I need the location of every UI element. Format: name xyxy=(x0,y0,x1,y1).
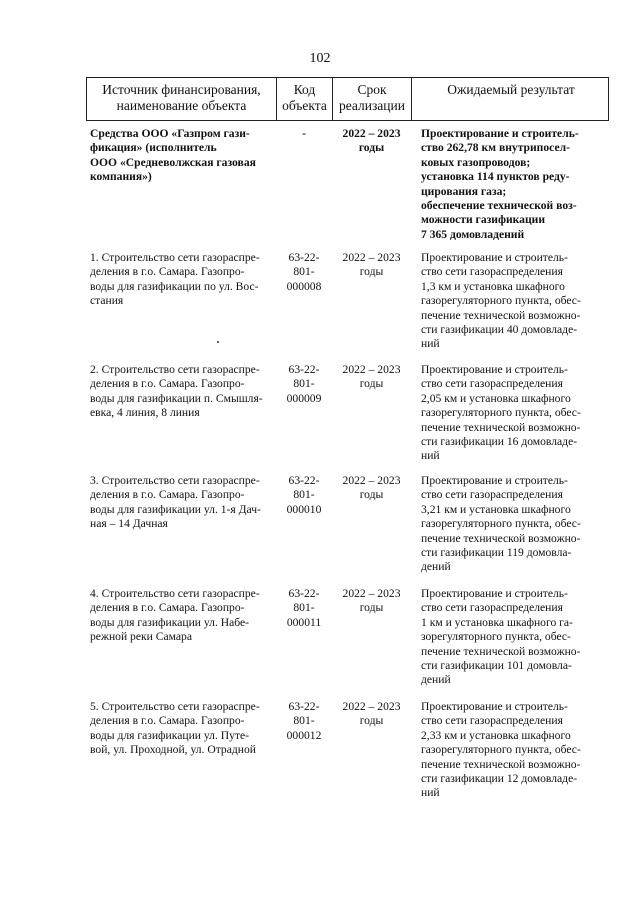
row-result: Проектирование и строитель- ство сети газораспределения 2,33 км и установка шкафного газорегуляторного пункта, обес- печение технической возможно- сти газификации 12 домовладе- ний xyxy=(421,700,581,800)
table-row xyxy=(86,363,609,464)
row-result: Проектирование и строитель- ство сети газораспределения 1,3 км и установка шкафного газорегуляторного пункта, обес- печение технической возможно- сти газификации 40 домовладе- ний xyxy=(421,251,581,351)
row-period: 2022 – 2023 годы xyxy=(342,700,401,728)
row-name: 4. Строительство сети газораспре- деления в г.о. Самара. Газопро- воды для газификации ул. Набе- режной реки Самара xyxy=(90,587,260,644)
table-row xyxy=(86,474,609,575)
header-source: Источник финансирования, наименование объекта xyxy=(87,78,277,120)
header-code: Код объекта xyxy=(277,78,333,120)
row-code: 63-22- 801- 000011 xyxy=(286,587,322,629)
row-name: 5. Строительство сети газораспре- деления в г.о. Самара. Газопро- воды для газификации ул. Путе- вой, ул. Проходной, ул. Отрадной xyxy=(90,700,260,757)
table-header-row xyxy=(86,77,609,121)
row-period: 2022 – 2023 годы xyxy=(342,127,401,155)
row-code: 63-22- 801- 000010 xyxy=(286,474,322,516)
table-row xyxy=(86,587,609,688)
header-period: Срок реализации xyxy=(333,78,412,120)
table-row xyxy=(86,127,609,242)
data-table xyxy=(86,77,609,800)
row-result: Проектирование и строитель- ство сети газораспределения 1 км и установка шкафного га- зорегуляторного пункта, обес- печение технической возможно- сти газификации 101 домовла- дений xyxy=(421,587,581,687)
row-result: Проектирование и строитель- ство сети газораспределения 2,05 км и установка шкафного газорегуляторного пункта, обес- печение технической возможно- сти газификации 16 домовладе- ний xyxy=(421,363,581,463)
row-period: 2022 – 2023 годы xyxy=(342,587,401,615)
row-name: 1. Строительство сети газораспре- деления в г.о. Самара. Газопро- воды для газификации по ул. Вос- стания xyxy=(90,251,260,308)
header-result: Ожидаемый результат xyxy=(447,82,575,97)
row-code: 63-22- 801- 000012 xyxy=(286,700,322,742)
page-number: 102 xyxy=(309,51,331,66)
row-period: 2022 – 2023 годы xyxy=(342,363,401,391)
row-result: Проектирование и строитель- ство 262,78 км внутрипосел- ковых газопроводов; установка 114 пунктов реду- цирования газа; обеспечение технической воз- можности газификации 7 365 домовладений xyxy=(421,127,579,241)
row-code: 63-22- 801- 000009 xyxy=(286,363,322,405)
table-row xyxy=(86,700,609,801)
table-row xyxy=(86,251,609,352)
row-period: 2022 – 2023 годы xyxy=(342,474,401,502)
row-period: 2022 – 2023 годы xyxy=(342,251,401,279)
row-code: - xyxy=(302,127,306,140)
row-code: 63-22- 801- 000008 xyxy=(286,251,322,293)
row-name: 2. Строительство сети газораспре- деления в г.о. Самара. Газопро- воды для газификации п. Смышля- евка, 4 линия, 8 линия xyxy=(90,363,263,420)
row-name: 3. Строительство сети газораспре- деления в г.о. Самара. Газопро- воды для газификации ул. 1-я Дач- ная – 14 Дачная xyxy=(90,474,261,531)
scan-speck xyxy=(217,341,219,343)
row-result: Проектирование и строитель- ство сети газораспределения 3,21 км и установка шкафного газорегуляторного пункта, обес- печение технической возможно- сти газификации 119 домовла- дений xyxy=(421,474,581,574)
row-name: Средства ООО «Газпром гази- фикация» (исполнитель ООО «Средневолжская газовая компания») xyxy=(90,127,256,184)
